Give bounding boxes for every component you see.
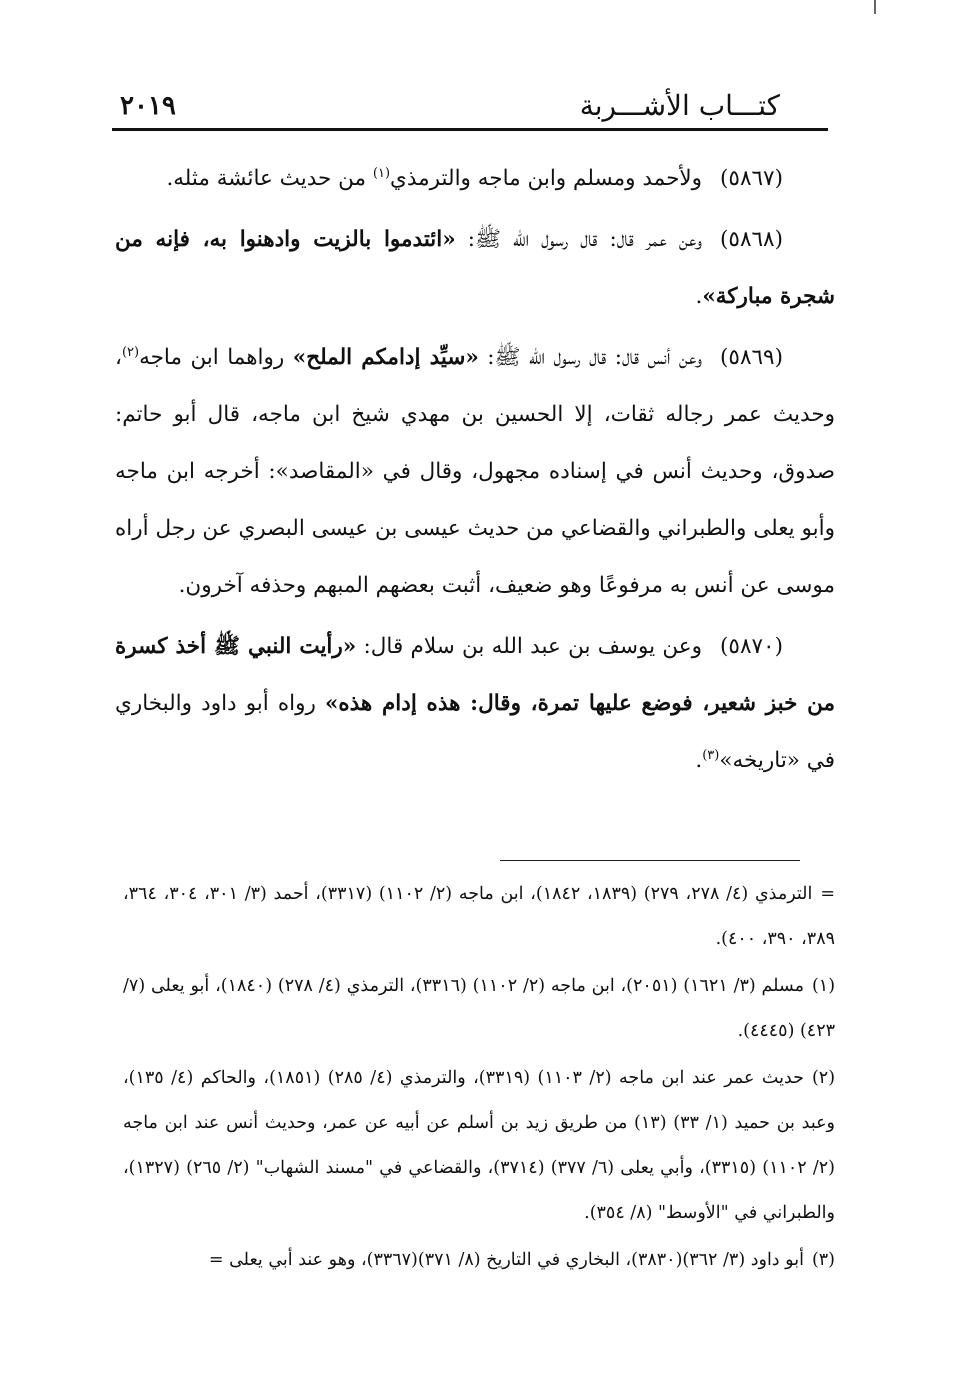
hadith-commentary: ، وحديث عمر رجاله ثقات، إلا الحسين بن مهدي شيخ ابن ماجه، قال أبو حاتم: صدوق، وحديث أنس في إسناده مجهول، وقال في «المقاصد»: أخرجه ابن ماجه وأبو يعلى والطبراني والقضاعي من حديث عيسى بن عيسى البصري عن رجل أراه موسى عن أنس به مرفوعًا وهو ضعيف، أثبت بعضهم المبهم وحذفه آخرون. [115,345,835,598]
hadith-5867 [115,150,835,207]
footnote-continued [123,872,835,962]
footnote-marker: (١) [811,976,836,996]
footnote-divider [500,860,800,861]
hadith-text: وعن يوسف بن عبد الله بن سلام قال: [356,634,702,659]
prophetic-saying: «ائتدموا بالزيت وادهنوا به، فإنه من شجرة مباركة» [115,227,835,309]
hadith-text-end: . [695,748,703,773]
hadith-5870 [115,618,835,789]
footnote-ref[interactable]: (٣) [702,747,720,763]
page-title: كتـــاب الأشـــربة [579,89,780,122]
hadith-number: (٥٨٦٧) [720,166,783,191]
main-text [115,150,835,793]
footnote-marker: = [820,884,835,904]
hadith-text-continued: من حديث عائشة مثله. [166,166,373,191]
footnote-marker: (٢) [811,1068,836,1088]
scan-edge-mark [874,0,876,14]
hadith-5869 [115,329,835,614]
footnote-1 [123,964,835,1054]
running-header [112,88,828,131]
footnote-text: الترمذي (٤/ ٢٧٨، ٢٧٩) (١٨٣٩، ١٨٤٢)، ابن ماجه (٢/ ١١٠٢) (٣٣١٧)، أحمد (٣/ ٣٠١، ٣٠٤، ٣٦٤، ٣٨٩، ٣٩٠، ٤٠٠). [123,884,835,949]
footnote-2 [123,1056,835,1236]
hadith-text: ولأحمد ومسلم وابن ماجه والترمذي [390,166,703,191]
footnotes [123,872,835,1285]
footnote-text: مسلم (٣/ ١٦٢١) (٢٠٥١)، ابن ماجه (٢/ ١١٠٢) (٣٣١٦)، الترمذي (٤/ ٢٧٨) (١٨٤٠)، أبو يعلى (٧/ ٤٢٣) (٤٤٤٥). [123,976,835,1041]
prophetic-saying: «سيِّد إدامكم الملح» [292,345,479,370]
hadith-number: (٥٨٧٠) [720,634,783,659]
hadith-number: (٥٨٦٩) [720,345,783,370]
hadith-5868 [115,211,835,325]
hadith-number: (٥٨٦٨) [720,227,783,252]
page-number: ٢٠١٩ [120,91,176,121]
prophetic-saying: «رأيت النبي ﷺ أخذ كسرة من خبز شعير، فوضع عليها تمرة، وقال: هذه إدام هذه» [115,634,835,716]
footnote-marker: (٣) [811,1250,835,1270]
hadith-text-mid: رواه أبو داود والبخاري في «تاريخه» [115,691,835,773]
footnote-ref[interactable]: (٢) [121,344,140,360]
footnote-text: حديث عمر عند ابن ماجه (٢/ ١١٠٣) (٣٣١٩)، والترمذي (٤/ ٢٨٥) (١٨٥١)، والحاكم (٤/ ١٣٥)، وعبد بن حميد (١/ ٣٣) (١٣) من طريق زيد بن أسلم عن أبيه عن عمر، وحديث أنس عند ابن ماجه (٢/ ١١٠٢) (٣٣١٥)، وأبي يعلى (٦/ ٣٧٧) (٣٧١٤)، والقضاعي في "مسند الشهاب" (٢/ ٢٦٥) (١٣٢٧)، والطبراني في "الأوسط" (٨/ ٣٥٤). [123,1068,836,1223]
hadith-text: وعن أنس قال: قال رسول الله ﷺ: [478,345,703,370]
hadith-text-mid: رواهما ابن ماجه [139,345,293,370]
hadith-text-end: . [695,284,703,309]
hadith-text: وعن عمر قال: قال رسول الله ﷺ: [455,227,703,252]
footnote-3 [123,1238,835,1283]
footnote-ref[interactable]: (١) [372,165,391,181]
footnote-text: أبو داود (٣/ ٣٦٢)(٣٨٣٠)، البخاري في التاريخ (٨/ ٣٧١)(٣٣٦٧)، وهو عند أبي يعلى = [208,1250,804,1270]
